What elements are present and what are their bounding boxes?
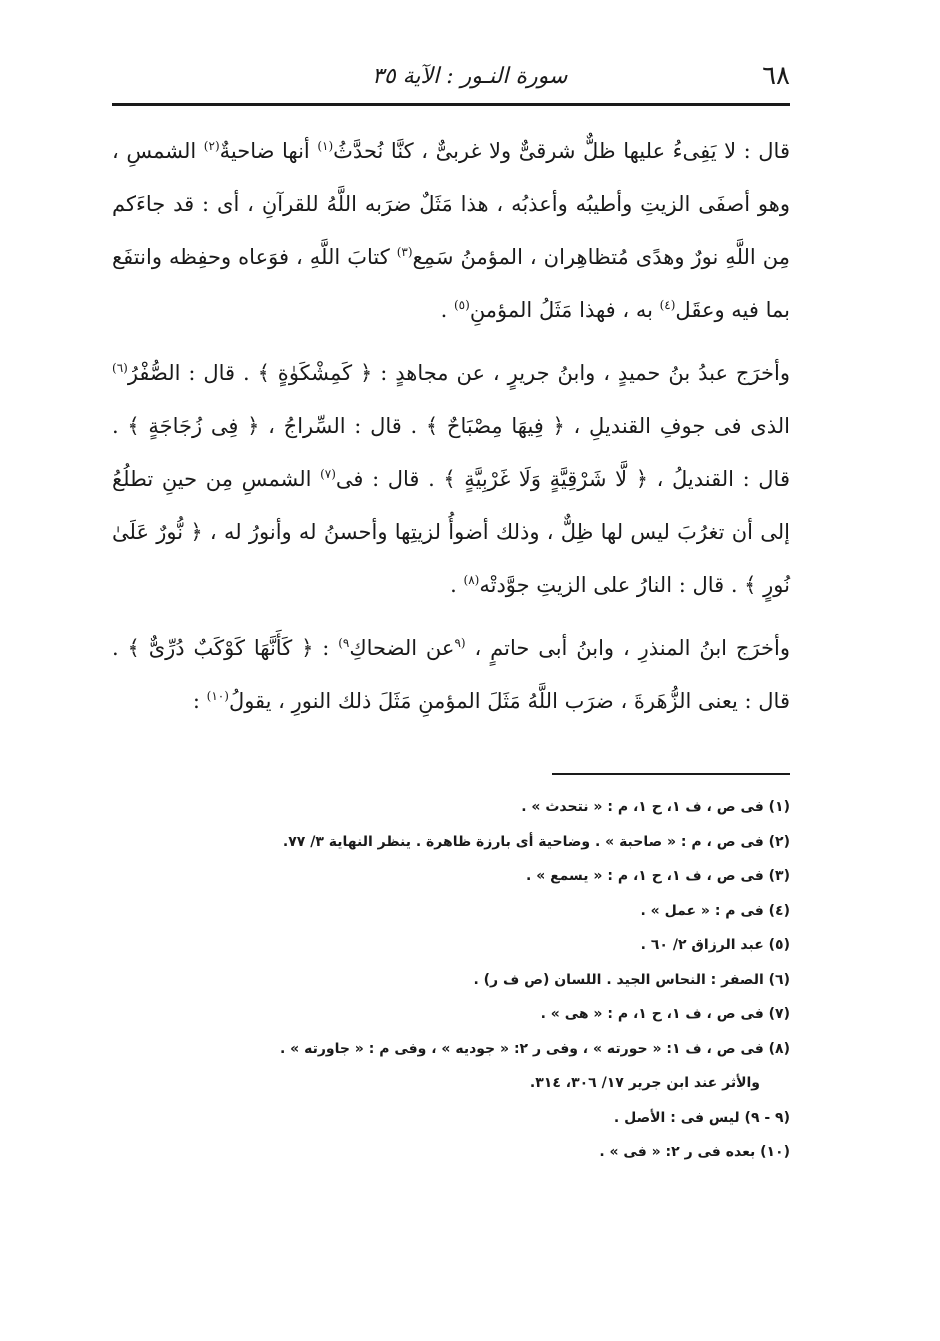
main-text — [112, 125, 790, 738]
footnote: والأثر عند ابن جرير ١٧/ ٣٠٦، ٣١٤. — [529, 1075, 760, 1091]
body-paragraph — [112, 125, 790, 337]
text-run: أنها ضاحيةٌ — [219, 139, 318, 163]
text-run: وأخرَج ابنُ المنذرِ ، وابنُ أبى حاتمٍ ، — [465, 636, 790, 660]
footnote-ref: (٢) — [203, 139, 220, 153]
text-run: عن الضحاكِ — [349, 636, 455, 660]
text-run: كتابَ اللَّهِ ، فوَعاه وحفِظه وانتفَع بما فيه وعقَل — [112, 245, 790, 322]
text-run: الشمسِ مِن حينِ تطلُعُ إلى أن تغرُبَ ليس لها ظِلٌّ ، وذلك أضوأُ لزيتِها وأحسنُ له وأنورُ له ، ﴿ نُّورٌ عَلَىٰ نُورٍ ﴾ . قال : النارُ على الزيتِ جوَّدتْه — [112, 467, 790, 597]
footnote-ref: (٥) — [453, 298, 470, 312]
footnote-ref: ٩) — [338, 636, 350, 650]
footnote-ref: (١٠) — [206, 689, 229, 703]
footnotes — [112, 790, 790, 1170]
body-paragraph — [112, 347, 790, 612]
text-run: به ، فهذا مَثَلُ المؤمنِ — [469, 298, 660, 322]
text-run: : ﴿ كَأَنَّهَا كَوْكَبٌ دُرِّىٌّ ﴾ . قال : يعنى الزُّهَرةَ ، ضرَب اللَّهُ مَثَلَ المؤمنِ مَثَلَ ذلك النورِ ، يقولُ — [112, 636, 790, 713]
footnote: (٥) عبد الرزاق ٢/ ٦٠ . — [640, 937, 790, 953]
footnote: (٧) فى ص ، ف ١، ح ١، م : « هى » . — [540, 1006, 790, 1022]
footnote: (٣) فى ص ، ف ١، ح ١، م : « يسمع » . — [526, 868, 790, 884]
footnote-ref: (٦) — [112, 361, 128, 375]
footnote-rule — [552, 773, 790, 775]
footnote-ref: (٨) — [463, 573, 480, 587]
footnote: (٩ - ٩) ليس فى : الأصل . — [613, 1109, 790, 1126]
text-run: الذى فى جوفِ القنديلِ ، ﴿ فِيهَا مِصْبَاحٌ ﴾ . قال : السِّراجُ ، ﴿ فِى زُجَاجَةٍ ﴾ . قال : القنديلُ ، ﴿ لَّا شَرْقِيَّةٍ وَلَا غَرْبِيَّةٍ ﴾ . قال : فى — [112, 414, 790, 491]
text-run: . — [450, 573, 464, 597]
footnote: (٨) فى ص ، ف ١: « حورته » ، وفى ر ٢: « جوديه » ، وفى م : « جاورته » . — [279, 1040, 790, 1057]
footnote-ref: (٩ — [454, 636, 466, 650]
footnote: (٢) فى ص ، م : « صاحبة » . وضاحية أى بارزة ظاهرة . ينظر النهاية ٣/ ٧٧. — [282, 833, 790, 850]
running-title: سورة النـور : الآية ٣٥ — [372, 63, 568, 89]
footnote: (١٠) بعده فى ر ٢: « فى » . — [599, 1144, 790, 1160]
header-rule — [112, 103, 790, 106]
footnote: (١) فى ص ، ف ١، ح ١، م : « نتحدث » . — [521, 799, 790, 815]
footnote-ref: (٧) — [320, 467, 336, 481]
footnote-ref: (٤) — [659, 298, 676, 312]
page-header — [112, 52, 790, 100]
text-run: الشمسِ ، وهو أصفَى الزيتِ وأطيبُه وأعذبُه ، هذا مَثَلٌ ضرَبه اللَّهُ للقرآنِ ، أى : قد جاءَكم مِن اللَّهِ نورٌ وهدًى مُتظاهِران ، المؤمنُ سَمِع — [112, 139, 790, 269]
page-number: ٦٨ — [762, 61, 790, 91]
body-paragraph — [112, 622, 790, 728]
text-run: . — [440, 298, 454, 322]
footnote: (٤) فى م : « عمل » . — [640, 902, 790, 919]
footnote-ref: (١) — [317, 139, 334, 153]
text-run: وأخرَج عبدُ بنُ حميدٍ ، وابنُ جريرٍ ، عن مجاهدٍ : ﴿ كَمِشْكَوٰةٍ ﴾ . قال : الصُّفْرُ — [127, 361, 790, 385]
footnote-ref: (٣) — [396, 245, 413, 259]
text-run: : — [192, 689, 207, 713]
text-run: قال : لا يَفِىءُ عليها ظلٌّ شرقىٌّ ولا غربىٌّ ، كنَّا نُحدَّثُ — [333, 139, 790, 163]
footnote: (٦) الصفر : النحاس الجيد . اللسان (ص ف ر) . — [473, 971, 790, 988]
